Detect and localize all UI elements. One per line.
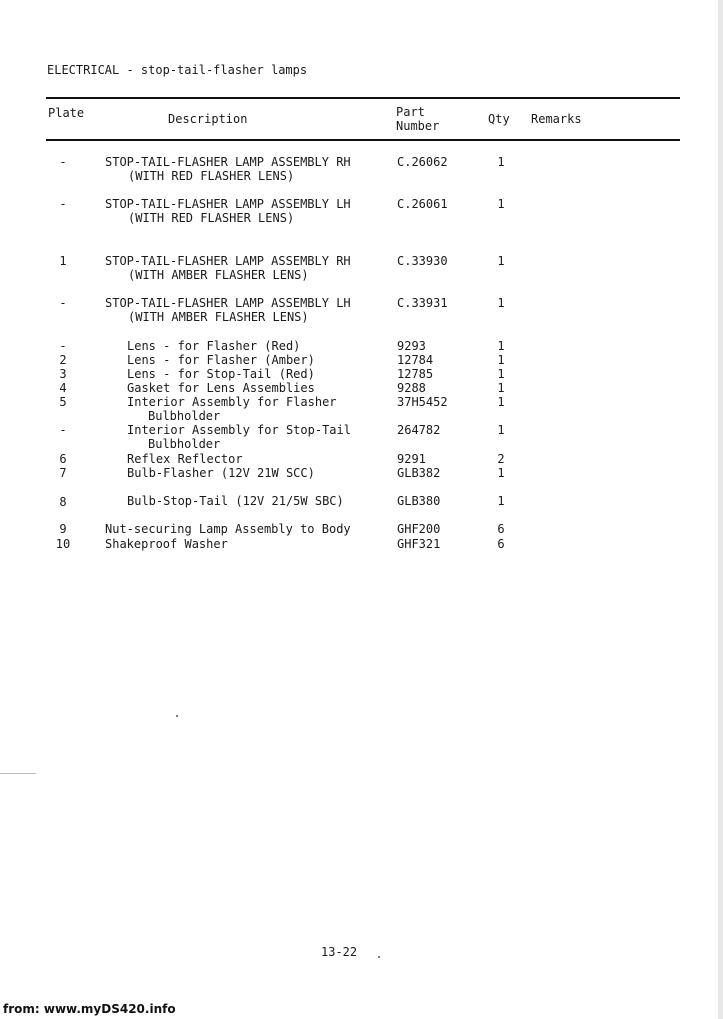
scan-edge-shadow xyxy=(718,0,723,1019)
row-qty: 6 xyxy=(497,522,505,536)
header-part-line2: Number xyxy=(396,119,440,133)
row-description: Shakeproof Washer xyxy=(105,537,228,551)
section-title: ELECTRICAL - stop-tail-flasher lamps xyxy=(47,63,308,77)
row-plate: - xyxy=(59,423,67,437)
row-plate: 9 xyxy=(59,522,67,536)
row-part-number: C.33931 xyxy=(397,296,448,310)
row-plate: 6 xyxy=(59,452,67,466)
header-top-rule xyxy=(46,97,680,99)
header-bottom-rule xyxy=(46,139,680,141)
row-part-number: GLB380 xyxy=(397,494,441,508)
row-part-number: 9288 xyxy=(397,381,426,395)
row-description: Lens - for Flasher (Red) xyxy=(127,339,301,353)
row-plate: - xyxy=(59,296,67,310)
row-part-number: 9293 xyxy=(397,339,426,353)
row-description-cont: Bulbholder xyxy=(148,437,221,451)
row-qty: 1 xyxy=(497,254,505,268)
header-description: Description xyxy=(168,112,248,126)
row-qty: 1 xyxy=(497,494,505,508)
row-plate: 7 xyxy=(59,466,67,480)
row-qty: 1 xyxy=(497,423,505,437)
row-description-cont: (WITH RED FLASHER LENS) xyxy=(128,169,295,183)
row-plate: 3 xyxy=(59,367,67,381)
row-qty: 1 xyxy=(497,339,505,353)
row-qty: 1 xyxy=(497,296,505,310)
row-plate: - xyxy=(59,155,67,169)
row-description: Lens - for Stop-Tail (Red) xyxy=(127,367,315,381)
row-description: Bulb-Stop-Tail (12V 21/5W SBC) xyxy=(127,494,344,508)
row-part-number: 9291 xyxy=(397,452,426,466)
row-qty: 1 xyxy=(497,155,505,169)
row-qty: 1 xyxy=(497,197,505,211)
row-part-number: GHF321 xyxy=(397,537,441,551)
row-part-number: 37H5452 xyxy=(397,395,448,409)
row-qty: 2 xyxy=(497,452,505,466)
scan-speck xyxy=(378,956,380,958)
row-description: Reflex Reflector xyxy=(127,452,243,466)
header-remarks: Remarks xyxy=(531,112,582,126)
row-description: Interior Assembly for Flasher xyxy=(127,395,337,409)
row-plate: - xyxy=(59,197,67,211)
source-credit: from: www.myDS420.info xyxy=(3,1002,176,1016)
row-plate: 8 xyxy=(59,495,67,509)
row-description: STOP-TAIL-FLASHER LAMP ASSEMBLY RH xyxy=(105,254,351,268)
row-description-cont: (WITH AMBER FLASHER LENS) xyxy=(128,310,309,324)
row-part-number: 264782 xyxy=(397,423,441,437)
row-part-number: GHF200 xyxy=(397,522,441,536)
row-qty: 1 xyxy=(497,367,505,381)
row-description: Gasket for Lens Assemblies xyxy=(127,381,315,395)
row-plate: 4 xyxy=(59,381,67,395)
page-number: 13-22 xyxy=(321,945,358,959)
row-qty: 1 xyxy=(497,466,505,480)
row-plate: 1 xyxy=(59,254,67,268)
row-description: Nut-securing Lamp Assembly to Body xyxy=(105,522,351,536)
row-description-cont: (WITH RED FLASHER LENS) xyxy=(128,211,295,225)
header-part-line1: Part xyxy=(396,105,425,119)
row-part-number: C.26062 xyxy=(397,155,448,169)
row-description-cont: Bulbholder xyxy=(148,409,221,423)
row-qty: 1 xyxy=(497,353,505,367)
row-description-cont: (WITH AMBER FLASHER LENS) xyxy=(128,268,309,282)
row-part-number: GLB382 xyxy=(397,466,441,480)
scan-edge-mark xyxy=(0,773,36,774)
row-qty: 1 xyxy=(497,381,505,395)
row-part-number: C.26061 xyxy=(397,197,448,211)
row-qty: 6 xyxy=(497,537,505,551)
row-plate: - xyxy=(59,339,67,353)
row-plate: 2 xyxy=(59,353,67,367)
header-qty: Qty xyxy=(488,112,510,126)
row-description: STOP-TAIL-FLASHER LAMP ASSEMBLY RH xyxy=(105,155,351,169)
row-part-number: 12785 xyxy=(397,367,434,381)
row-description: Lens - for Flasher (Amber) xyxy=(127,353,315,367)
row-description: Interior Assembly for Stop-Tail xyxy=(127,423,351,437)
row-part-number: C.33930 xyxy=(397,254,448,268)
row-description: STOP-TAIL-FLASHER LAMP ASSEMBLY LH xyxy=(105,296,351,310)
scan-speck xyxy=(176,715,178,717)
header-plate: Plate xyxy=(48,106,85,120)
row-plate: 10 xyxy=(55,537,71,551)
row-description: STOP-TAIL-FLASHER LAMP ASSEMBLY LH xyxy=(105,197,351,211)
row-qty: 1 xyxy=(497,395,505,409)
header-part-number xyxy=(396,105,439,133)
row-description: Bulb-Flasher (12V 21W SCC) xyxy=(127,466,315,480)
row-part-number: 12784 xyxy=(397,353,434,367)
row-plate: 5 xyxy=(59,395,67,409)
